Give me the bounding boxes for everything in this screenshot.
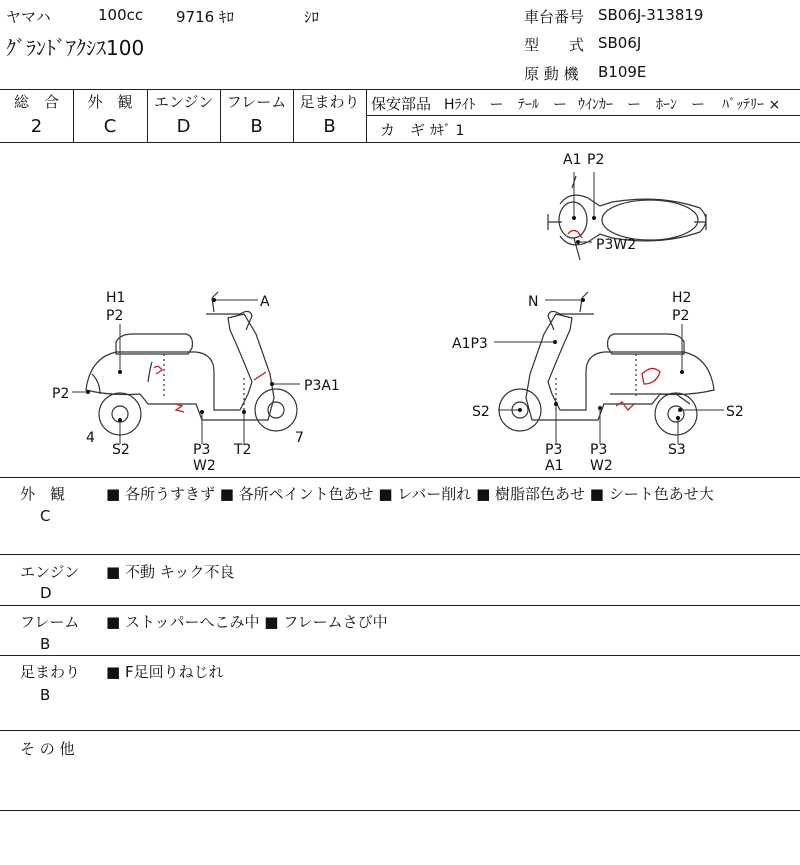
exterior-section-note: ■ 各所うすきず ■ 各所ペイント色あせ ■ レバー削れ ■ 樹脂部色あせ ■ シート色あせ大	[106, 485, 714, 503]
grade-engine	[147, 91, 220, 137]
label-top-p2: P2	[587, 152, 605, 168]
grade-engine-value: D	[176, 116, 191, 137]
damage-diagram	[0, 142, 800, 477]
grade-suspension-label: 足まわり	[299, 93, 360, 111]
grade-exterior-label: 外 観	[87, 93, 133, 111]
grade-exterior	[73, 91, 147, 137]
label-left-7: 7	[295, 430, 304, 446]
grade-exterior-value: C	[103, 116, 117, 137]
engine-number-value: B109E	[598, 63, 647, 81]
headlight-status: Hﾗｲﾄ ー	[444, 97, 504, 113]
engine-number-label: 原 動 機	[524, 65, 579, 83]
engine-section-grade: D	[40, 584, 52, 602]
grade-frame-label: フレーム	[226, 93, 287, 111]
divider	[367, 115, 800, 116]
label-left-p3a1: P3A1	[304, 378, 340, 394]
color-text: ｼﾛ	[304, 8, 320, 26]
winker-status: ｳｲﾝｶｰ ー	[578, 97, 641, 113]
label-left-p3: P3	[193, 442, 211, 458]
chassis-label: 車台番号	[524, 8, 585, 26]
divider	[0, 605, 800, 606]
frame-section-grade: B	[40, 635, 51, 653]
type-label: 型 式	[524, 36, 585, 54]
label-left-t2: T2	[234, 442, 252, 458]
frame-section-title: フレーム	[20, 613, 80, 631]
label-left-p2-side: P2	[52, 386, 70, 402]
grade-overall-value: 2	[30, 116, 43, 137]
label-left-s2: S2	[112, 442, 130, 458]
leader-lines	[72, 172, 724, 444]
grade-suspension-value: B	[323, 116, 336, 137]
maker-text: ヤマハ	[6, 8, 51, 26]
label-top-a1: A1	[563, 152, 582, 168]
label-left-w2: W2	[193, 458, 216, 474]
suspension-section-title: 足まわり	[20, 663, 81, 681]
grade-overall-label: 総 合	[13, 93, 59, 111]
mileage-text: 9716 ｷﾛ	[176, 8, 234, 26]
key-value: ｶｷﾞ 1	[430, 123, 465, 139]
engine-section-note: ■ 不動 キック不良	[106, 563, 235, 581]
label-right-h2: H2	[672, 290, 692, 306]
displacement-text: 100cc	[98, 6, 144, 24]
frame-section-note: ■ ストッパーへこみ中 ■ フレームさび中	[106, 613, 388, 631]
engine-section-title: エンジン	[20, 563, 80, 581]
divider	[366, 89, 367, 142]
taillight-status: ﾃｰﾙ ー	[518, 97, 567, 113]
label-left-4: 4	[86, 430, 95, 446]
label-right-a1p3: A1P3	[452, 336, 488, 352]
grade-suspension	[293, 91, 366, 137]
suspension-section-grade: B	[40, 686, 51, 704]
grade-frame	[220, 91, 293, 137]
label-left-h1: H1	[106, 290, 126, 306]
grade-overall	[0, 91, 73, 137]
label-right-a1: A1	[545, 458, 564, 474]
label-right-s2-right: S2	[726, 404, 744, 420]
battery-status: ﾊﾞｯﾃﾘｰ ×	[722, 97, 781, 113]
key-label: カ ギ	[380, 121, 426, 139]
label-right-s3: S3	[668, 442, 686, 458]
label-right-p3a: P3	[545, 442, 563, 458]
divider	[0, 477, 800, 478]
label-right-p2: P2	[672, 308, 690, 324]
exterior-section-grade: C	[40, 507, 51, 525]
model-name: ｸﾞﾗﾝﾄﾞｱｸｼｽ100	[6, 36, 145, 60]
label-left-a: A	[260, 294, 270, 310]
label-right-p3b: P3	[590, 442, 608, 458]
label-right-w2: W2	[590, 458, 613, 474]
divider	[0, 89, 800, 90]
divider	[0, 655, 800, 656]
divider	[0, 810, 800, 811]
grade-frame-value: B	[250, 116, 263, 137]
label-right-s2-left: S2	[472, 404, 490, 420]
safety-parts-label: 保安部品	[371, 95, 432, 113]
damage-marks	[154, 230, 660, 412]
label-right-n: N	[528, 294, 539, 310]
divider	[0, 730, 800, 731]
exterior-section-title: 外 観	[20, 485, 66, 503]
chassis-value: SB06J-313819	[598, 6, 704, 24]
other-section-title: そ の 他	[20, 740, 75, 758]
divider	[0, 554, 800, 555]
grade-engine-label: エンジン	[153, 93, 214, 111]
label-left-p2: P2	[106, 308, 124, 324]
label-top-p3w2: P3W2	[596, 237, 637, 253]
horn-status: ﾎｰﾝ ー	[656, 97, 705, 113]
suspension-section-note: ■ F足回りねじれ	[106, 663, 224, 681]
type-value: SB06J	[598, 34, 642, 52]
